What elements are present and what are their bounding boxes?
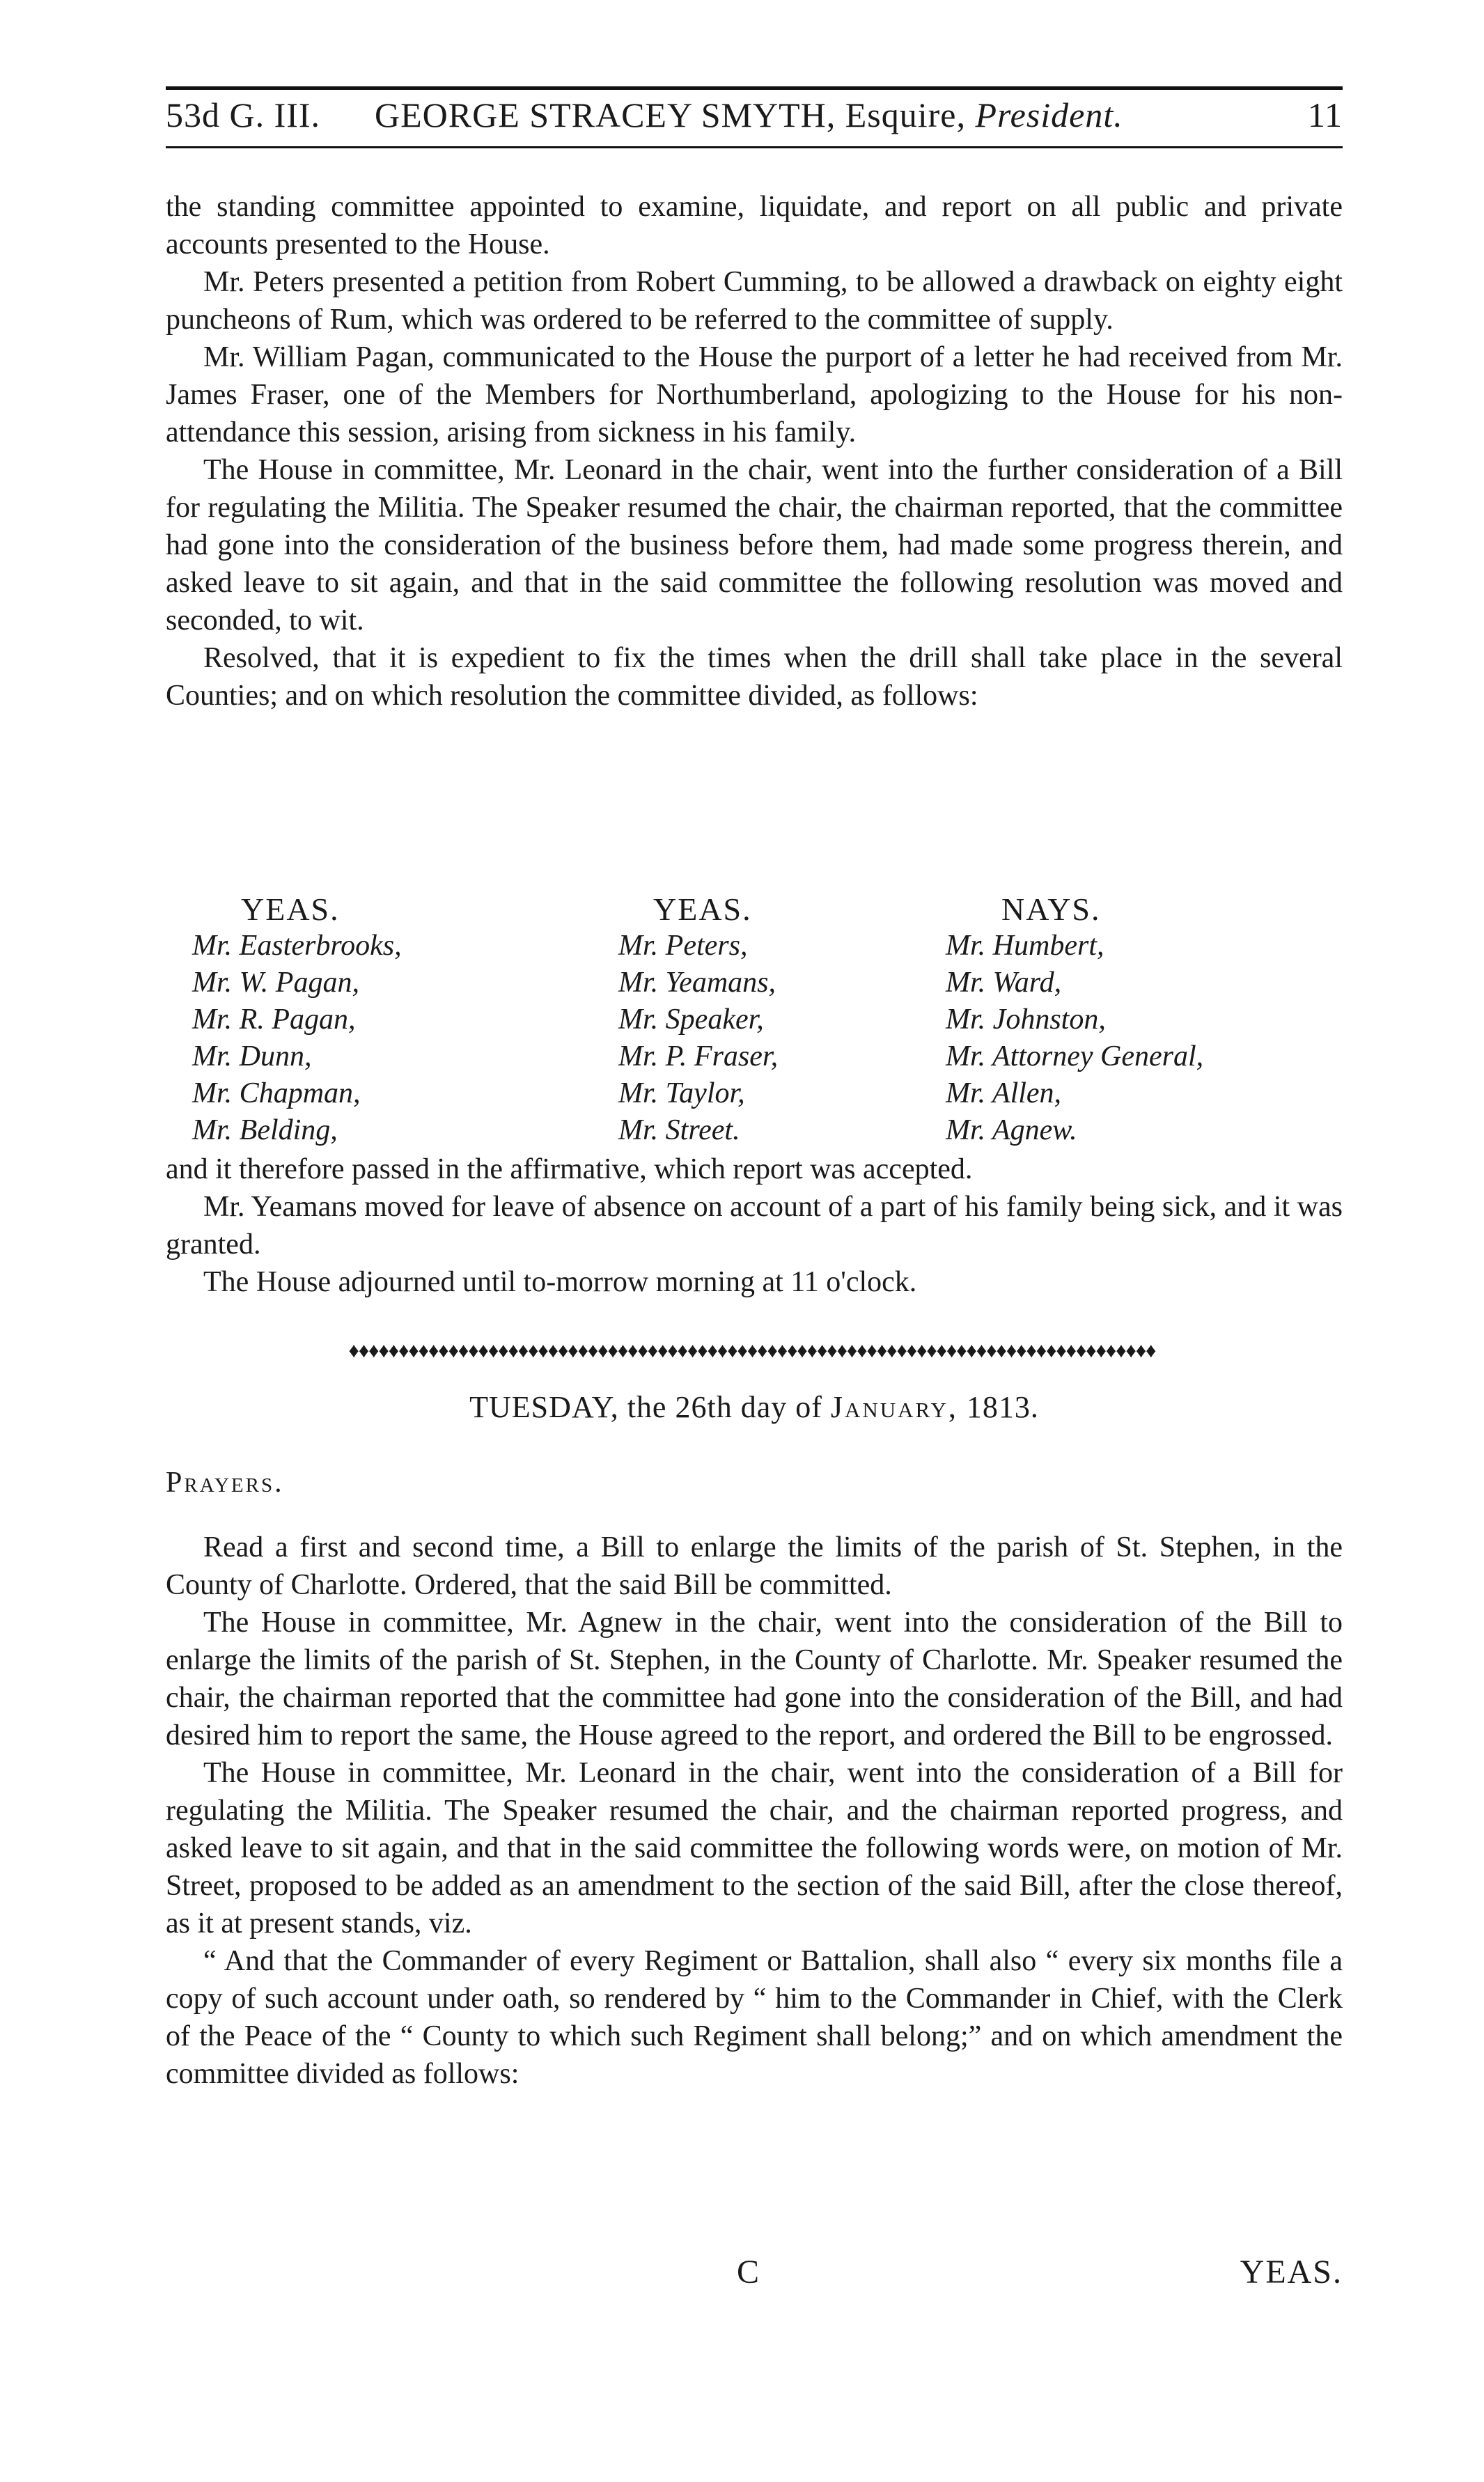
session-label: 53d G. III. <box>166 95 321 134</box>
member-name: Mr. Belding, <box>192 1114 338 1146</box>
member-name: Mr. Allen, <box>946 1077 1062 1109</box>
page-number: 11 <box>1307 95 1343 134</box>
date-heading <box>166 1389 1343 1425</box>
member-name: Mr. Dunn, <box>192 1040 312 1072</box>
member-name: Mr. Street. <box>618 1114 740 1146</box>
member-name: Mr. Humbert, <box>946 930 1104 962</box>
running-header <box>166 95 1343 143</box>
proceedings-block-2 <box>166 1150 1343 1301</box>
member-name: Mr. Speaker, <box>618 1004 764 1036</box>
column-heading: NAYS. <box>1001 891 1101 927</box>
member-name: Mr. W. Pagan, <box>192 967 359 999</box>
member-name: Mr. Ward, <box>946 967 1062 999</box>
paragraph: The House in committee, Mr. Leonard in the chair, went into the consideration of a Bill for regulating the Militia. The Speaker resumed the chair, and the chairman reported progress, and asked leave to sit again, and that in the said committee the following words were, on motion of Mr. Street, proposed to be added as an amendment to the section of the said Bill, after the close thereof, as it at present stands, viz. <box>166 1757 1343 1939</box>
paragraph: the standing committee appointed to examine, liquidate, and report on all public and private accounts presented to the House. <box>166 191 1343 260</box>
member-name: Mr. Chapman, <box>192 1077 361 1109</box>
member-name: Mr. P. Fraser, <box>618 1040 779 1072</box>
paragraph: The House in committee, Mr. Agnew in the chair, went into the consideration of the Bill to enlarge the limits of the parish of St. Stephen, in the County of Charlotte. Mr. Speaker resumed the chair, the chairman reported that the committee had gone into the consideration of the Bill, and had desired him to report the same, the House agreed to the report, and ordered the Bill to be engrossed. <box>166 1607 1343 1751</box>
member-name: Mr. Taylor, <box>618 1077 745 1109</box>
paragraph: Resolved, that it is expedient to fix the times when the drill shall take place in the several Counties; and on which resolution the committee divided, as follows: <box>166 642 1343 712</box>
prayers-label: Prayers. <box>166 1467 284 1499</box>
proceedings-block-1 <box>166 188 1343 715</box>
header-president: President. <box>975 95 1123 134</box>
member-name: Mr. Agnew. <box>946 1114 1077 1146</box>
ornamental-divider: ♦♦♦♦♦♦♦♦♦♦♦♦♦♦♦♦♦♦♦♦♦♦♦♦♦♦♦♦♦♦♦♦♦♦♦♦♦♦♦♦♦♦♦♦♦♦♦♦♦♦♦♦♦♦♦♦♦♦♦♦♦♦♦♦♦♦♦♦♦♦♦♦♦♦♦♦♦♦♦♦♦ <box>348 1339 1156 1362</box>
column-heading: YEAS. <box>653 891 752 927</box>
yeas-column-2 <box>618 891 778 1149</box>
page-footer <box>166 2253 1343 2295</box>
member-name: Mr. R. Pagan, <box>192 1004 356 1036</box>
top-rule <box>166 86 1343 90</box>
header-rule <box>166 146 1343 148</box>
paragraph: Mr. Yeamans moved for leave of absence on account of a part of his family being sick, and it was granted. <box>166 1191 1343 1260</box>
member-name: Mr. Easterbrooks, <box>192 930 402 962</box>
catchword: YEAS. <box>1240 2254 1343 2290</box>
member-name: Mr. Yeamans, <box>618 967 776 999</box>
yeas-column-1 <box>192 891 402 1149</box>
paragraph: Read a first and second time, a Bill to enlarge the limits of the parish of St. Stephen, in the County of Charlotte. Ordered, that the said Bill be committed. <box>166 1531 1343 1601</box>
date-day: TUESDAY, the 26th day of <box>469 1390 822 1424</box>
member-name: Mr. Attorney General, <box>946 1040 1204 1072</box>
paragraph: The House in committee, Mr. Leonard in the chair, went into the further consideration of a Bill for regulating the Militia. The Speaker resumed the chair, the chairman reported, that the committee had gone into the consideration of the business before them, had made some progress therein, and asked leave to sit again, and that in the said committee the following resolution was moved and seconded, to wit. <box>166 454 1343 637</box>
date-year: 1813. <box>966 1390 1039 1424</box>
date-month: January, <box>830 1390 958 1424</box>
header-name: GEORGE STRACEY SMYTH, Esquire, <box>375 95 966 134</box>
column-heading: YEAS. <box>241 891 340 927</box>
paragraph: The House adjourned until to-morrow morning at 11 o'clock. <box>203 1266 917 1298</box>
paragraph: Mr. William Pagan, communicated to the House the purport of a letter he had received from Mr. James Fraser, one of the Members for Northumberland, apologizing to the House for his non-attendance this session, arising from sickness in his family. <box>166 341 1343 448</box>
paragraph: and it therefore passed in the affirmative, which report was accepted. <box>166 1153 973 1185</box>
proceedings-block-3 <box>166 1529 1343 2093</box>
nays-column <box>946 891 1203 1149</box>
header-title <box>375 95 1123 135</box>
member-name: Mr. Peters, <box>618 930 748 962</box>
member-name: Mr. Johnston, <box>946 1004 1106 1036</box>
paragraph: “ And that the Commander of every Regiment or Battalion, shall also “ every six months file a copy of such account under oath, so rendered by “ him to the Commander in Chief, with the Clerk of the Peace of the “ County to which such Regiment shall belong;” and on which amendment the committee divided as follows: <box>166 1945 1343 2090</box>
signature-mark: C <box>737 2254 760 2290</box>
paragraph: Mr. Peters presented a petition from Robert Cumming, to be allowed a drawback on eighty eight puncheons of Rum, which was ordered to be referred to the committee of supply. <box>166 266 1343 336</box>
